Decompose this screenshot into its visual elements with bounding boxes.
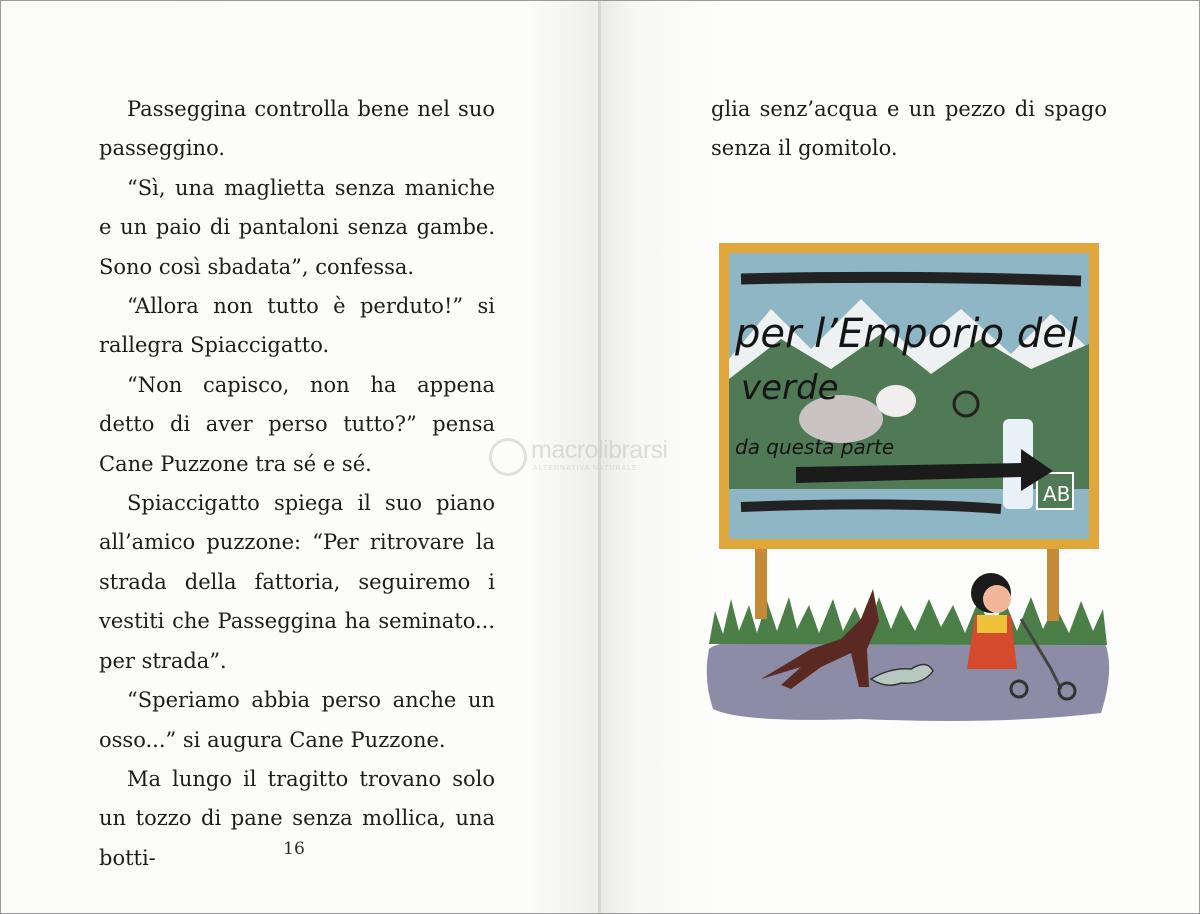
scribble-line (741, 504, 1001, 509)
paragraph: Passeggina controlla bene nel suo passeggino. (99, 97, 495, 161)
sign-post-right (1047, 539, 1059, 621)
paragraph: Ma lungo il tragitto trovano solo un tozzo di pane senza mollica, una botti- (99, 766, 495, 870)
sign-text: da questa parte (735, 435, 895, 459)
billboard-illustration (701, 239, 1116, 729)
paragraph: glia senz’acqua e un pezzo di spago senza il gomitolo. (711, 97, 1107, 161)
watermark-brand: macrolibrarsi (531, 436, 668, 464)
paragraph: Spiaccigatto spiega il suo piano all’amico puzzone: “Per ritrovare la strada della fattoria, seguiremo i vestiti che Passeggina ha seminato... per strada”. (99, 491, 495, 673)
sign-text: verde (741, 368, 839, 408)
left-page (1, 1, 599, 913)
paragraph: “Non capisco, non ha appena detto di aver perso tutto?” pensa Cane Puzzone tra sé e sé. (99, 372, 495, 476)
watermark-tagline: ALTERNATIVA NATURALE (533, 465, 638, 472)
sign-post-left (755, 539, 767, 619)
sign-text: per l’Emporio del (735, 311, 1078, 357)
paragraph: “Speriamo abbia perso anche un osso...” si augura Cane Puzzone. (99, 688, 495, 752)
girl-shirt (977, 615, 1007, 633)
page-number: 16 (283, 839, 305, 859)
paragraph: “Allora non tutto è perduto!” si rallegra Spiaccigatto. (99, 294, 495, 358)
right-page-text (711, 90, 1107, 169)
scribble-line (741, 277, 1081, 281)
illustration-drawing (701, 239, 1116, 729)
left-page-text (99, 90, 495, 878)
paragraph: “Sì, una maglietta senza maniche e un paio di pantaloni senza gambe. Sono così sbadata”, confessa. (99, 175, 495, 279)
organic-logo-text: AB (1043, 482, 1071, 506)
girl-face (983, 585, 1011, 613)
cow-head (876, 385, 916, 417)
